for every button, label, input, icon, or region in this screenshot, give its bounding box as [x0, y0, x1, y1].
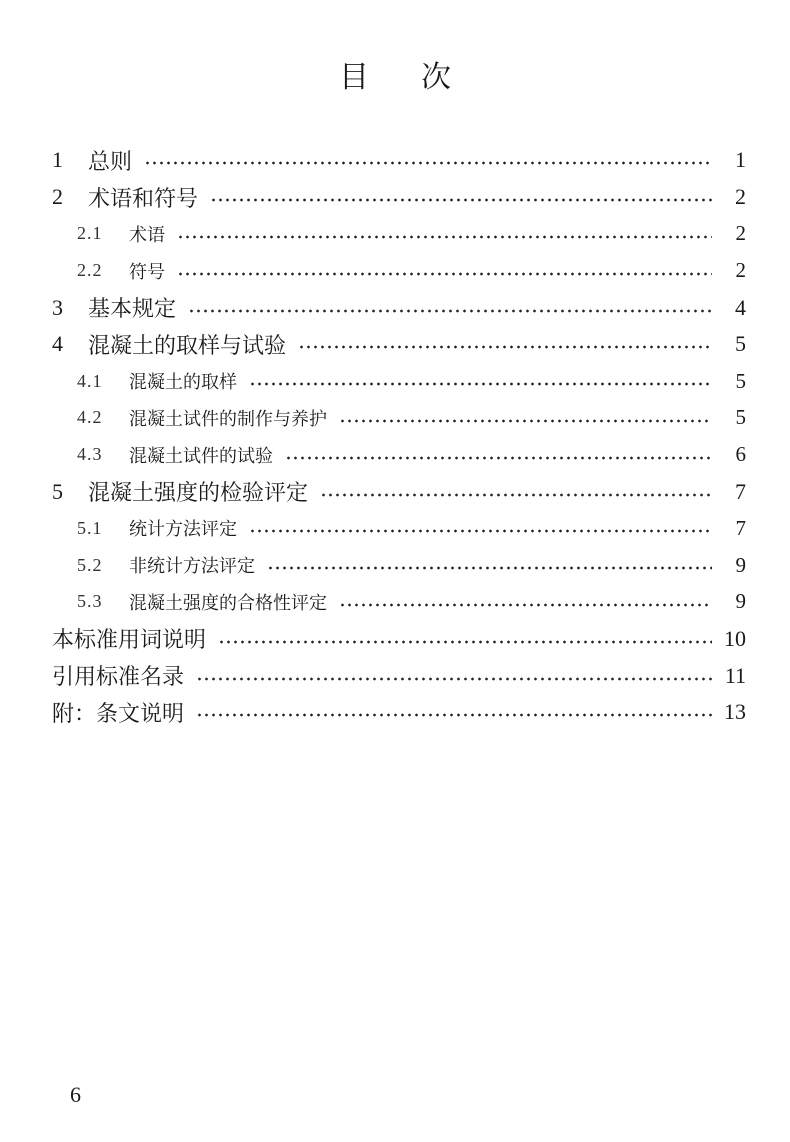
toc-entry[interactable]	[52, 694, 746, 731]
toc-entry-page: 2	[735, 221, 746, 246]
toc-entry-label: 本标准用词说明	[52, 628, 207, 654]
toc-subentry[interactable]	[52, 547, 746, 584]
toc-entry-number: 5	[52, 478, 63, 504]
toc-entry[interactable]	[52, 326, 746, 363]
toc-entry-number: 4	[52, 331, 63, 357]
toc-leader-dots	[177, 235, 712, 239]
toc-entry-page: 7	[735, 515, 746, 540]
toc-entry-page: 9	[735, 589, 746, 614]
toc-leader-dots	[177, 272, 712, 276]
toc-entry-label: 混凝土强度的检验评定	[88, 481, 309, 507]
toc-leader-dots	[210, 198, 712, 202]
toc-entry[interactable]	[52, 473, 746, 510]
toc-leader-dots	[188, 309, 712, 313]
toc-entry-number: 4.2	[77, 407, 103, 428]
toc-entry-label: 统计方法评定	[129, 519, 237, 541]
toc-entry-number: 5.3	[77, 591, 103, 612]
toc-entry-label: 符号	[129, 261, 165, 283]
toc-entry-number: 2.1	[77, 223, 103, 244]
toc-entry-page: 2	[735, 184, 746, 210]
toc-entry-number: 1	[52, 147, 63, 173]
toc-entry-number: 4.3	[77, 444, 103, 465]
title-char-1: 目	[339, 60, 369, 95]
toc-entry-page: 7	[735, 478, 746, 504]
toc-leader-dots	[298, 345, 712, 349]
toc-entry-number: 4.1	[77, 370, 103, 391]
toc-entry[interactable]	[52, 179, 746, 216]
toc-subentry[interactable]	[52, 363, 746, 400]
toc-entry-page: 6	[735, 442, 746, 467]
toc-entry-label: 引用标准名录	[52, 665, 185, 691]
toc-subentry[interactable]	[52, 400, 746, 437]
toc-entry-number: 2.2	[77, 260, 103, 281]
toc-leader-dots	[218, 640, 712, 644]
toc-entry-number: 2	[52, 184, 63, 210]
toc-subentry[interactable]	[52, 584, 746, 621]
toc-entry-label: 术语和符号	[88, 186, 199, 212]
toc-leader-dots	[339, 419, 712, 423]
toc-subentry[interactable]	[52, 510, 746, 547]
page-title	[0, 52, 790, 96]
toc-entry-number: 3	[52, 294, 63, 320]
title-char-2: 次	[421, 60, 451, 95]
toc-leader-dots	[249, 382, 712, 386]
toc-entry-label: 非统计方法评定	[129, 556, 255, 578]
toc-entry-page: 5	[735, 368, 746, 393]
toc-entry-page: 13	[724, 699, 746, 725]
toc-entry-page: 10	[724, 625, 746, 651]
toc-entry[interactable]	[52, 289, 746, 326]
toc-entry-page: 11	[724, 662, 746, 688]
toc-entry[interactable]	[52, 657, 746, 694]
table-of-contents	[52, 142, 746, 731]
toc-leader-dots	[249, 529, 712, 533]
toc-subentry[interactable]	[52, 436, 746, 473]
toc-entry-page: 1	[735, 147, 746, 173]
toc-leader-dots	[196, 713, 712, 717]
toc-entry-page: 2	[735, 258, 746, 283]
toc-subentry[interactable]	[52, 252, 746, 289]
toc-entry-label: 附：条文说明	[52, 701, 185, 727]
toc-entry-page: 4	[735, 294, 746, 320]
toc-entry[interactable]	[52, 142, 746, 179]
toc-entry-label: 混凝土的取样与试验	[88, 333, 287, 359]
toc-entry-number: 5.2	[77, 554, 103, 575]
toc-entry-label: 混凝土强度的合格性评定	[129, 592, 327, 614]
toc-entry-label: 术语	[129, 224, 165, 246]
toc-entry-page: 9	[735, 552, 746, 577]
footer-page-number: 6	[70, 1082, 81, 1107]
toc-entry-number: 5.1	[77, 517, 103, 538]
toc-leader-dots	[339, 603, 712, 607]
toc-entry-page: 5	[735, 331, 746, 357]
toc-leader-dots	[144, 161, 712, 165]
toc-entry-label: 混凝土的取样	[129, 372, 237, 394]
toc-entry-label: 混凝土试件的试验	[129, 445, 273, 467]
toc-entry-label: 基本规定	[88, 297, 177, 323]
toc-entry-page: 5	[735, 405, 746, 430]
toc-leader-dots	[320, 493, 712, 497]
toc-leader-dots	[196, 677, 712, 681]
toc-leader-dots	[285, 456, 712, 460]
toc-subentry[interactable]	[52, 216, 746, 253]
toc-entry-label: 混凝土试件的制作与养护	[129, 408, 327, 430]
toc-leader-dots	[267, 566, 712, 570]
toc-entry[interactable]	[52, 620, 746, 657]
toc-entry-label: 总则	[88, 149, 133, 175]
